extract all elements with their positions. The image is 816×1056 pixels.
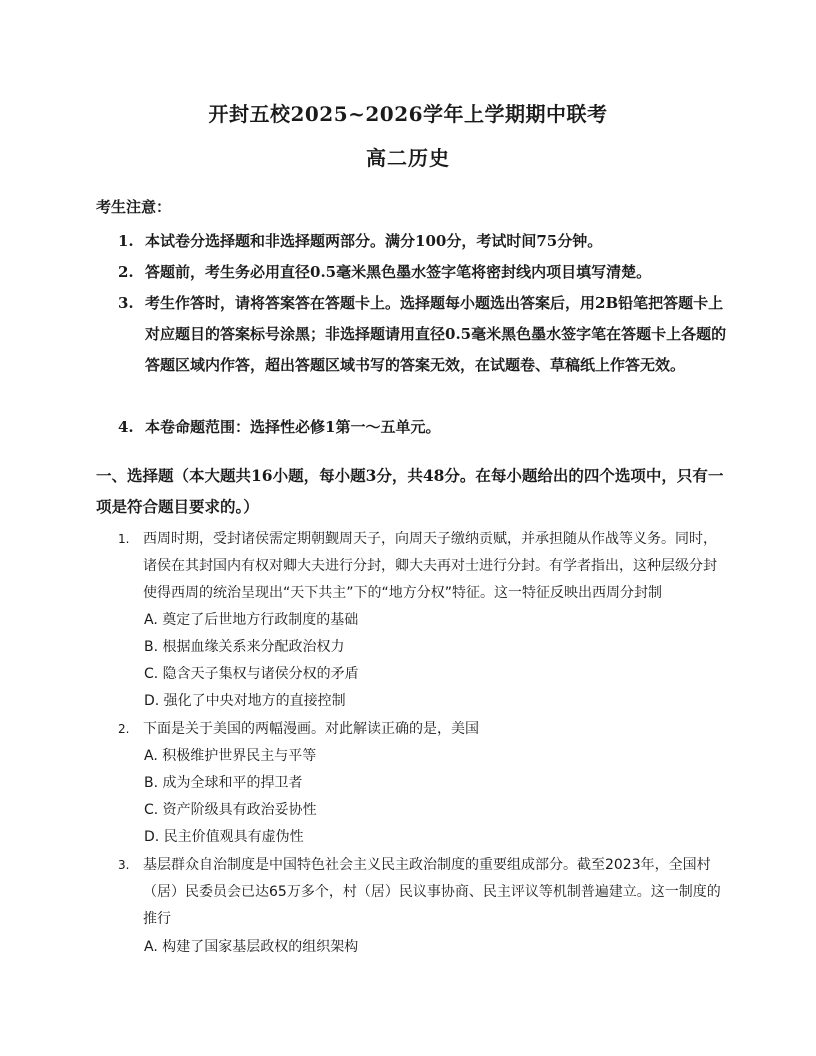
option-c: C. 隐含天子集权与诸侯分权的矛盾 (144, 666, 359, 682)
notice-item-text: 本卷命题范围：选择性必修1第一～五单元。 (145, 418, 441, 436)
question-stem: 基层群众自治制度是中国特色社会主义民主政治制度的重要组成部分。截至2023年，全国村（居）民委员会已达65万多个，村（居）民议事协商、民主评议等机制普遍建立。这一制度的推行 (143, 857, 721, 927)
notice-item-number: 1. (118, 232, 134, 250)
question-number: 3. (118, 858, 130, 872)
notice-heading: 考生注意： (96, 198, 172, 216)
option-b: B. 成为全球和平的捍卫者 (144, 775, 303, 791)
question-3 (118, 852, 728, 933)
notice-item-number: 2. (118, 263, 134, 281)
notice-item (118, 288, 728, 381)
option-a: A. 构建了国家基层政权的组织架构 (144, 939, 359, 955)
notice-item-number: 3. (118, 294, 134, 312)
section-heading: 一、选择题（本大题共16小题，每小题3分，共48分。在每小题给出的四个选项中，只有一项是符合题目要求的。） (96, 466, 724, 516)
notice-item-text: 本试卷分选择题和非选择题两部分。满分100分，考试时间75分钟。 (145, 232, 603, 250)
notice-item-text: 考生作答时，请将答案答在答题卡上。选择题每小题选出答案后，用2B铅笔把答题卡上对应题目的答案标号涂黑；非选择题请用直径0.5毫米黑色墨水签字笔在答题卡上各题的答题区域内作答，超出答题区域书写的答案无效，在试题卷、草稿纸上作答无效。 (145, 294, 727, 374)
question-1 (118, 526, 728, 607)
notice-item (118, 412, 728, 443)
question-stem: 西周时期，受封诸侯需定期朝觐周天子，向周天子缴纳贡赋，并承担随从作战等义务。同时，诸侯在其封国内有权对卿大夫进行分封，卿大夫再对士进行分封。有学者指出，这种层级分封使得西周的统治呈现出“天下共主”下的“地方分权”特征。这一特征反映出西周分封制 (143, 531, 717, 601)
question-stem: 下面是关于美国的两幅漫画。对此解读正确的是，美国 (143, 721, 479, 737)
exam-title: 开封五校2025~2026学年上学期期中联考 (208, 102, 608, 126)
option-b: B. 根据血缘关系来分配政治权力 (144, 639, 345, 655)
option-d: D. 强化了中央对地方的直接控制 (144, 693, 346, 709)
question-2 (118, 716, 728, 743)
option-a: A. 奠定了后世地方行政制度的基础 (144, 612, 359, 628)
exam-subject: 高二历史 (366, 146, 450, 170)
notice-item-text: 答题前，考生务必用直径0.5毫米黑色墨水签字笔将密封线内项目填写清楚。 (145, 263, 652, 281)
question-number: 1. (118, 532, 130, 546)
option-c: C. 资产阶级具有政治妥协性 (144, 802, 317, 818)
option-d: D. 民主价值观具有虚伪性 (144, 829, 304, 845)
notice-item-number: 4. (118, 418, 134, 436)
option-a: A. 积极维护世界民主与平等 (144, 748, 317, 764)
notice-item (118, 257, 728, 288)
notice-item (118, 226, 728, 257)
question-number: 2. (118, 722, 130, 736)
